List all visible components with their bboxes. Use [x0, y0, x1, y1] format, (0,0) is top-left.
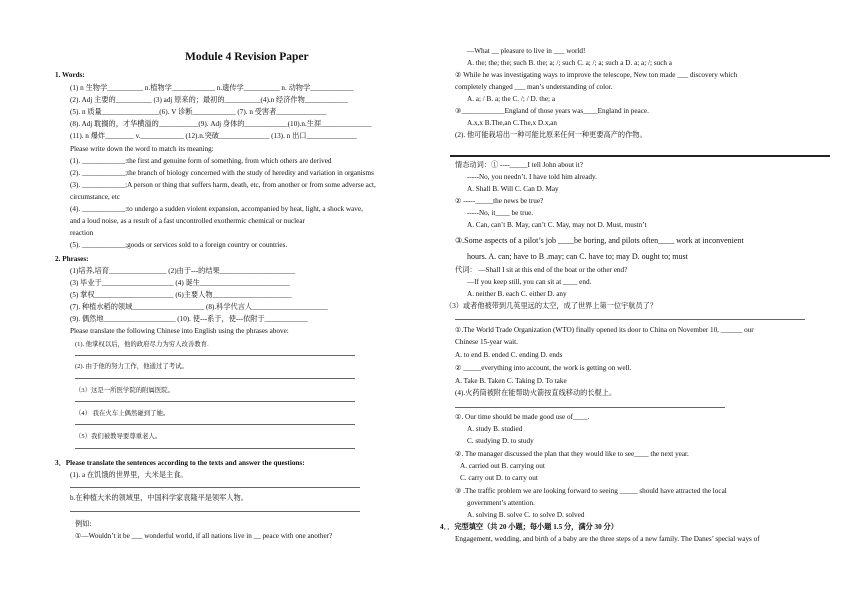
meaning-instruction: Please write down the word to match its meaning: — [70, 145, 214, 153]
example-question: ①—Wouldn’t it be ___ wonderful world, if all nations live in __ peace with one another? — [75, 532, 333, 540]
section-words-heading: 1. Words: — [55, 71, 85, 79]
divider — [450, 155, 830, 157]
translate-sentence-a: (1). a 在饥饿的世界里，大米是主食。 — [70, 471, 188, 479]
question-line: ③.Some aspects of a pilot’s job ____be boring, and pilots often____ work at inconvenient — [455, 236, 744, 245]
answer-line — [75, 378, 355, 379]
question-line: ② While he was investigating ways to improve the telescope, New ton made ___ discovery which — [455, 71, 738, 79]
translate-sentence: (2). 他可能栽培出一种可能比原来任何一种更要高产的作物。 — [455, 131, 647, 139]
question-options: A. Take B. Taken C. Taking D. To take — [455, 377, 567, 385]
question-line: ③____________England of those years was____England in peace. — [455, 107, 649, 115]
question-line: Chinese 15-year wait. — [455, 338, 518, 346]
question-options: A. to end B. ended C. ending D. ends — [455, 351, 563, 359]
meaning-line: (4). ____________:to undergo a sudden violent expansion, accompanied by heat, light, a shock wave, — [70, 205, 363, 213]
question-options: A. study B. studied — [467, 425, 523, 433]
question-line: -----No, you needn’t. I have told him already. — [467, 173, 597, 181]
section-translate-heading: 3．Please translate the sentences according to the texts and answer the questions: — [55, 459, 305, 467]
question-options: hours. A. can; have to B .may; can C. have to; may D. ought to; must — [467, 252, 688, 261]
words-line: (11). n 爆炸________ v.____________ (12).n.突破______________ (13). n 出口______________ — [70, 132, 357, 140]
cloze-passage: Engagement, wedding, and birth of a baby are the three steps of a new family. The Danes’ special ways of — [455, 535, 760, 543]
phrase-line: (5) 掌权______________________ (6)主要人物______________________ — [70, 291, 292, 299]
meaning-line: (5). ____________;goods or services sold to a foreign country or countries. — [70, 241, 288, 249]
translate-instruction: Please translate the following Chinese into English using the phrases above: — [70, 327, 289, 335]
page-title: Module 4 Revision Paper — [185, 51, 309, 63]
answer-line — [455, 319, 805, 320]
words-line: (2). Adj 主要的__________ (3) adj 原来的；最初的__________(4).n 经济作物____________ — [70, 96, 348, 104]
question-options: A. Shall B. Will C. Can D. May — [467, 185, 559, 193]
question-line: —If you keep still, you can sit at ____ end. — [467, 278, 592, 286]
translate-item: （4） 我在火车上偶然碰到了她。 — [75, 410, 170, 417]
translate-sentence: (4).火药筒被附在能帮助火箭按直线移动的长棍上。 — [455, 389, 617, 397]
question-line: completely changed ___ man’s understanding of color. — [455, 83, 613, 91]
translate-sentence-b: b.在种植大米的领域里，中国科学家袁隆平是领军人物。 — [70, 494, 248, 502]
meaning-line: reaction — [70, 229, 94, 237]
meaning-line: circumstance, etc — [70, 193, 120, 201]
words-line: (8). Adj 耽搁的，才华横溢的___________(9). Adj 身体的____________(10).n.生涯______________ — [70, 120, 372, 128]
meaning-line: (2). ____________;the branch of biology concerned with the study of heredity and variation in organisms — [70, 169, 374, 177]
question-options: A. the; the; the; such B. the; a; /; such C. a; /; a; such a D. a; a; /; such a — [467, 59, 672, 67]
pronoun-heading: 代词： —Shall I sit at this end of the boat or the other end? — [455, 266, 628, 274]
translate-item: (1). 他掌权以后，他的政府尽力为穷人改善教育. — [75, 341, 209, 348]
meaning-line: and a loud noise, as a result of a fast uncontrolled exothermic chemical or nuclear — [70, 217, 305, 225]
phrase-line: (9). 偶然地____________________ (10). 使---系于，使---依附于____________ — [70, 315, 308, 323]
question-line: ③ .The traffic problem we are looking forward to seeing _____ should have attracted the local — [455, 487, 727, 495]
translate-item: （3）这是一所医学院的附属医院。 — [75, 387, 175, 394]
translate-item: (2). 由于他的努力工作，他通过了考试。 — [75, 363, 188, 370]
words-line: (1) n 生物学__________ n.植物学____________ n.遗传学__________ n. 动物学____________ — [70, 84, 354, 92]
question-line: —What __ pleasure to live in ___ world! — [467, 47, 586, 55]
question-options: A. a; / B. a; the C. /; / D. the; a — [467, 95, 556, 103]
question-options: A. solving B. solve C. to solve D. solved — [467, 511, 585, 519]
question-options: C. carry out D. to carry out — [460, 474, 538, 482]
question-line: ② -----_____the news be true? — [455, 197, 544, 205]
translate-item: （5）我们被教导要尊重老人。 — [75, 433, 162, 440]
answer-line — [75, 448, 355, 449]
question-options: A. neither B. each C. either D. any — [467, 290, 567, 298]
words-line: (5). n 质量________________(6). V 诊断____________ (7). n 受害者______________ — [70, 108, 327, 116]
answer-line — [70, 487, 360, 488]
question-line: ②. The manager discussed the plan that they would like to see____ the next year. — [455, 450, 689, 458]
answer-line — [75, 355, 355, 356]
translate-sentence: （3）或者他被带到几英里远的太空，成了世界上第一位宇航员了？ — [445, 302, 658, 310]
phrase-line: (1)培养,培育________________ (2)由于---的结果_____________________ — [70, 267, 296, 275]
question-line: ①. Our time should be made good use of____. — [455, 413, 590, 421]
modal-verbs-heading: 情态动词：① ----_____I tell John about it? — [455, 161, 583, 169]
meaning-line: (3). ____________;A person or thing that suffers harm, death, etc, from another or from some adverse act, — [70, 181, 376, 189]
question-line: ①.The World Trade Organization (WTO) finally opened its door to China on November 10, ______ our — [455, 326, 754, 334]
question-options: A.x,x B.The,an C.The,x D.x,an — [467, 119, 558, 127]
question-options: A. Can, can’t B. May, can’t C. May, may not D. Must, mustn’t — [467, 221, 647, 229]
example-heading: 例如: — [75, 520, 92, 528]
answer-line — [75, 401, 355, 402]
answer-line — [455, 407, 725, 408]
question-line: government’s attention. — [467, 499, 535, 507]
question-line: -----No, it____ be true. — [467, 209, 534, 217]
section-cloze-heading: 4．．完型填空（共 20 小题；每小题 1.5 分，满分 30 分） — [440, 523, 618, 531]
meaning-line: (1). ____________:the first and genuine form of something, from which others are derived — [70, 157, 332, 165]
phrase-line: (3) 毕业于____________________ (4) 诞生_________________________ — [70, 279, 290, 287]
answer-line — [70, 511, 360, 512]
phrase-line: (7). 种植水稻的领域____________________ (8).科学代言人_____________________ — [70, 303, 328, 311]
answer-line — [75, 424, 355, 425]
question-line: ② _____everything into account, the work is getting on well. — [455, 364, 632, 372]
question-options: A. carried out B. carrying out — [460, 462, 545, 470]
section-phrases-heading: 2. Phrases: — [55, 255, 89, 263]
question-options: C. studying D. to study — [467, 437, 534, 445]
